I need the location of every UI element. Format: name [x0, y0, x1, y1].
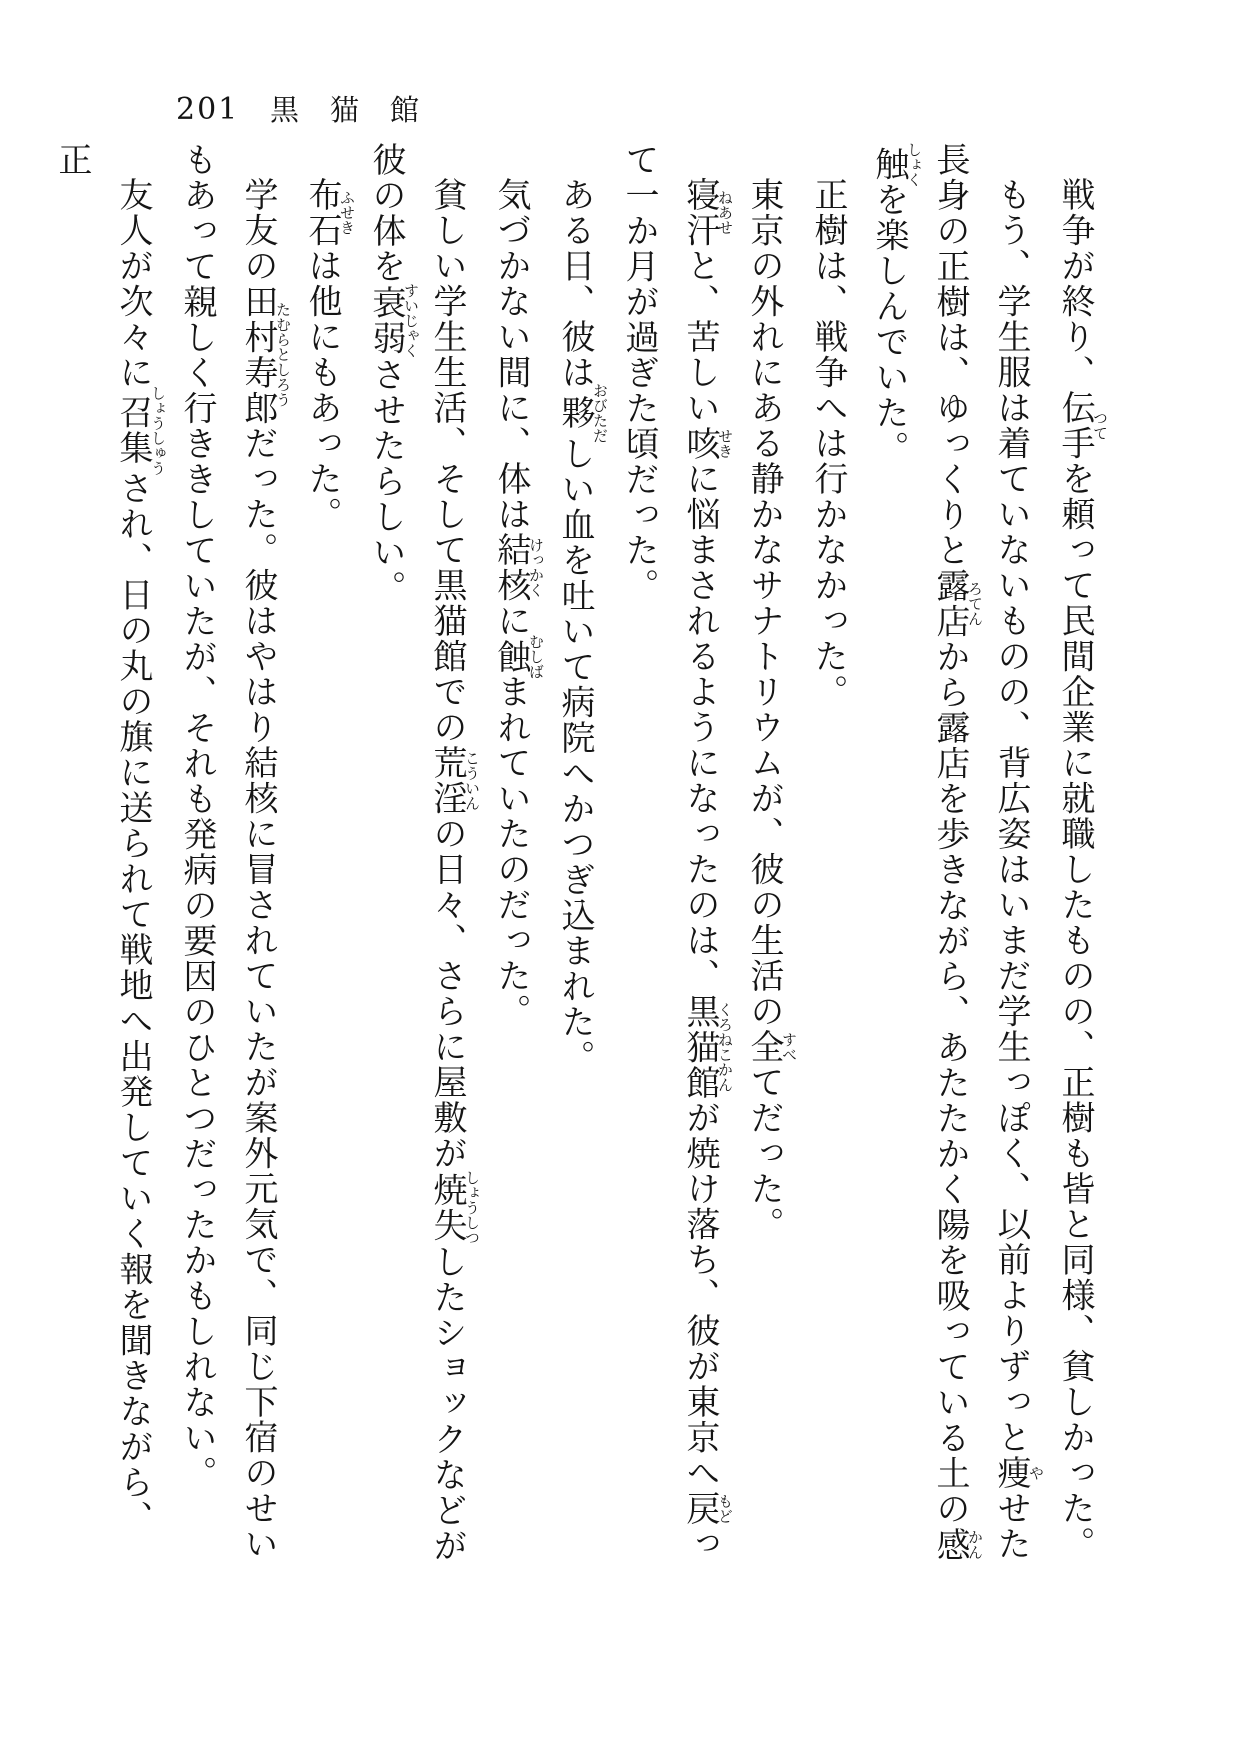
paragraph: 東京の外れにある静かなサナトリウムが、彼の生活の全すべてだった。 [744, 177, 798, 1242]
furigana: けっかく [527, 532, 545, 603]
furigana: くろねこかん [716, 993, 734, 1100]
paragraph: 布石ふせきは他にもあった。 [302, 177, 356, 532]
furigana: や [1027, 1455, 1045, 1491]
furigana: ろてん [966, 568, 984, 639]
furigana: せき [716, 425, 734, 461]
ruby-annotated-text: 痩や [991, 1455, 1045, 1491]
furigana: しょく [905, 142, 923, 187]
paragraph: 友人が次々に召集しょうしゅうされ、日の丸の旗に送られて戦地へ出発していく報を聞きながら、正 [52, 142, 167, 1536]
furigana: おびただ [591, 383, 609, 443]
paragraph: 貧しい学生生活、そして黒猫館での荒淫こういんの日々、さらに屋敷が焼失しょうしつしたショックなどが彼の体を衰弱すいじゃくさせたらしい。 [366, 142, 481, 1564]
paragraph: 気づかない間に、体は結核けっかくに蝕むしばまれていたのだった。 [491, 177, 545, 1029]
running-title: 黒猫館 [270, 93, 451, 127]
ruby-annotated-text: 触しょく [869, 142, 923, 187]
paragraph: 学友の田村寿郎たむらとしろうだった。彼はやはり結核に冒されていたが案外元気で、同じ下宿のせいもあって親しく行ききしていたが、それも発病の要因のひとつだったかもしれない。 [177, 142, 292, 1562]
ruby-annotated-text: 全すべ [744, 1029, 798, 1065]
paragraph: 正樹は、戦争へは行かなかった。 [808, 177, 848, 710]
furigana: たむらとしろう [274, 283, 292, 426]
running-head [0, 93, 1240, 133]
ruby-annotated-text: 夥おびただ [555, 383, 609, 443]
ruby-annotated-text: 結核けっかく [491, 532, 545, 603]
furigana: しょうしゅう [149, 385, 167, 476]
paragraph: もう、学生服は着ていないものの、背広姿はいまだ学生っぽく、以前よりずっと痩やせた長身の正樹は、ゆっくりと露店ろてんから露店を歩きながら、あたたかく陽を吸っている土の感かん触しょくを楽しんでいた。 [869, 142, 1045, 1562]
ruby-annotated-text: 蝕むしば [491, 633, 545, 679]
text-body [41, 142, 1108, 1566]
ruby-annotated-text: 露店ろてん [930, 568, 984, 639]
ruby-annotated-text: 黒猫館くろねこかん [680, 993, 734, 1100]
ruby-annotated-text: 感かん [930, 1526, 984, 1562]
furigana: すべ [780, 1029, 798, 1065]
paragraph: 寝汗ねあせと、苦しい咳せきに悩まされるようになったのは、黒猫館くろねこかんが焼け落ち、彼が東京へ戻もどって一か月が過ぎた頃だった。 [619, 142, 734, 1562]
paragraph: 戦争が終り、伝手つてを頼って民間企業に就職したものの、正樹も皆と同様、貧しかった。 [1055, 177, 1109, 1562]
paragraph: ある日、彼は夥おびただしい血を吐いて病院へかつぎ込まれた。 [555, 177, 609, 1075]
ruby-annotated-text: 田村寿郎たむらとしろう [238, 283, 292, 426]
ruby-annotated-text: 布石ふせき [302, 177, 356, 248]
ruby-annotated-text: 戻もど [680, 1490, 734, 1526]
furigana: すいじゃく [402, 283, 420, 358]
ruby-annotated-text: 伝手つて [1055, 390, 1109, 461]
page-number: 201 [176, 92, 240, 127]
ruby-annotated-text: 焼失しょうしつ [427, 1170, 481, 1245]
ruby-annotated-text: 寝汗ねあせ [680, 177, 734, 248]
ruby-annotated-text: 衰弱すいじゃく [366, 283, 420, 358]
furigana: もど [716, 1490, 734, 1526]
ruby-annotated-text: 召集しょうしゅう [113, 385, 167, 476]
furigana: ふせき [338, 177, 356, 248]
ruby-annotated-text: 咳せき [680, 425, 734, 461]
furigana: ねあせ [716, 177, 734, 248]
furigana: むしば [527, 633, 545, 679]
furigana: しょうしつ [463, 1170, 481, 1245]
furigana: つて [1091, 390, 1109, 461]
furigana: かん [966, 1526, 984, 1562]
furigana: こういん [463, 745, 481, 816]
ruby-annotated-text: 荒淫こういん [427, 745, 481, 816]
